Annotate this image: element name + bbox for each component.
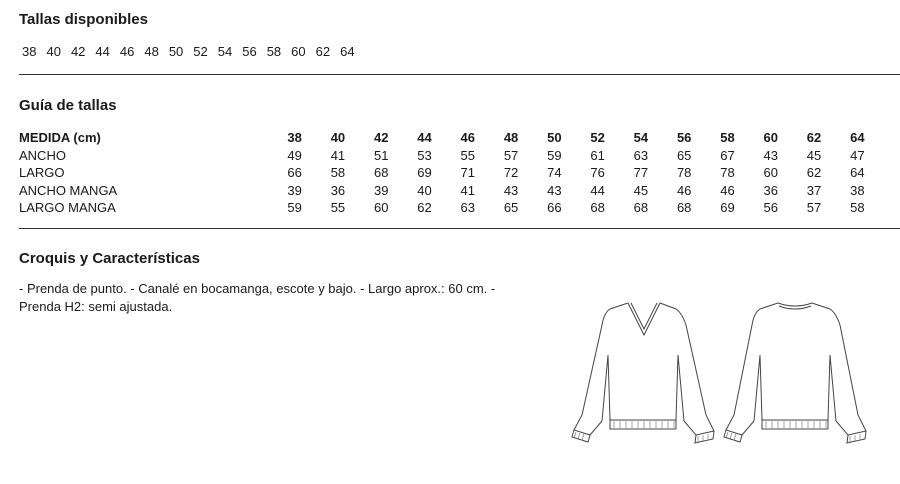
table-cell: 58: [330, 165, 346, 180]
table-header-cell: 38: [287, 130, 302, 145]
available-sizes-title: Tallas disponibles: [19, 11, 148, 28]
size-guide-title: Guía de tallas: [19, 97, 117, 114]
table-cell: 37: [806, 182, 822, 198]
size-option: 52: [193, 44, 208, 59]
table-row: [19, 147, 879, 165]
sweater-back-view: [724, 303, 866, 443]
table-header-label: MEDIDA (cm): [19, 130, 101, 145]
table-header-cell: 64: [850, 130, 865, 145]
table-cell: 65: [503, 200, 519, 215]
size-option: 48: [144, 44, 159, 59]
table-cell: 43: [547, 182, 562, 198]
table-cell: 78: [720, 165, 735, 180]
table-cell: 74: [547, 165, 562, 180]
table-cell: 69: [720, 200, 735, 215]
row-label: ANCHO: [19, 147, 66, 163]
garment-description: - Prenda de punto. - Canalé en bocamanga, escote y bajo. - Largo aprox.: 60 cm. - Prenda H2: semi ajustada.: [19, 281, 496, 314]
table-header-cell: 58: [720, 130, 735, 145]
table-cell: 36: [330, 182, 346, 198]
table-header-cell: 52: [590, 130, 605, 145]
table-header-cell: 50: [547, 130, 562, 145]
table-header-cell: 46: [460, 130, 475, 145]
table-cell: 62: [806, 165, 822, 180]
table-cell: 58: [850, 200, 865, 215]
size-option: 60: [291, 44, 306, 59]
row-label: ANCHO MANGA: [19, 182, 118, 198]
table-cell: 68: [373, 165, 389, 180]
table-cell: 45: [633, 182, 649, 198]
table-header-cell: 44: [417, 130, 432, 145]
size-option: 44: [95, 44, 110, 59]
size-option: 46: [119, 44, 135, 59]
table-cell: 69: [417, 165, 432, 180]
table-cell: 68: [590, 200, 605, 215]
table-header-cell: 62: [806, 130, 822, 145]
table-cell: 66: [287, 165, 302, 180]
table-row: [19, 182, 879, 200]
table-cell: 57: [503, 147, 519, 163]
table-cell: 67: [720, 147, 735, 163]
divider: [19, 228, 900, 229]
row-label: LARGO MANGA: [19, 200, 116, 215]
table-cell: 59: [287, 200, 302, 215]
table-cell: 60: [763, 165, 778, 180]
table-header-cell: 60: [763, 130, 778, 145]
divider: [19, 74, 900, 75]
table-cell: 40: [417, 182, 432, 198]
table-cell: 45: [806, 147, 822, 163]
table-cell: 62: [417, 200, 432, 215]
available-sizes-list: [22, 44, 365, 59]
table-cell: 66: [547, 200, 562, 215]
table-cell: 55: [330, 200, 346, 215]
table-header-row: [19, 129, 879, 147]
sweater-front-view: [572, 303, 714, 443]
table-cell: 61: [590, 147, 605, 163]
table-cell: 65: [676, 147, 692, 163]
table-cell: 59: [547, 147, 562, 163]
table-cell: 39: [287, 182, 302, 198]
table-cell: 38: [850, 182, 865, 198]
table-cell: 63: [633, 147, 649, 163]
size-option: 38: [22, 44, 37, 59]
table-cell: 55: [460, 147, 475, 163]
table-cell: 60: [373, 200, 389, 215]
size-option: 62: [315, 44, 331, 59]
table-cell: 47: [850, 147, 865, 163]
sweater-sketch: [568, 295, 878, 445]
table-cell: 41: [460, 182, 475, 198]
table-header-cell: 42: [373, 130, 389, 145]
table-cell: 77: [633, 165, 649, 180]
table-cell: 43: [763, 147, 778, 163]
table-cell: 39: [373, 182, 389, 198]
table-header-cell: 56: [676, 130, 692, 145]
table-cell: 72: [503, 165, 519, 180]
table-cell: 53: [417, 147, 432, 163]
table-header-cell: 40: [330, 130, 346, 145]
table-header-cell: 54: [633, 130, 649, 145]
table-cell: 68: [633, 200, 649, 215]
size-option: 50: [168, 44, 184, 59]
table-row: [19, 164, 879, 182]
table-cell: 51: [373, 147, 389, 163]
table-cell: 44: [590, 182, 605, 198]
size-option: 54: [217, 44, 233, 59]
size-guide-table: [19, 129, 879, 217]
table-cell: 46: [676, 182, 692, 198]
table-row: [19, 199, 879, 217]
table-cell: 56: [763, 200, 778, 215]
table-cell: 36: [763, 182, 778, 198]
table-cell: 68: [676, 200, 692, 215]
table-cell: 76: [590, 165, 605, 180]
table-cell: 57: [806, 200, 822, 215]
table-cell: 41: [330, 147, 346, 163]
size-option: 58: [266, 44, 282, 59]
table-cell: 71: [460, 165, 475, 180]
table-cell: 43: [503, 182, 519, 198]
size-option: 56: [242, 44, 257, 59]
row-label: LARGO: [19, 165, 65, 180]
table-cell: 78: [676, 165, 692, 180]
table-cell: 64: [850, 165, 865, 180]
size-option: 40: [46, 44, 61, 59]
sketch-section-title: Croquis y Características: [19, 250, 200, 267]
size-option: 64: [340, 44, 355, 59]
size-option: 42: [70, 44, 86, 59]
table-cell: 46: [720, 182, 735, 198]
table-header-cell: 48: [503, 130, 519, 145]
table-cell: 63: [460, 200, 475, 215]
table-cell: 49: [287, 147, 302, 163]
